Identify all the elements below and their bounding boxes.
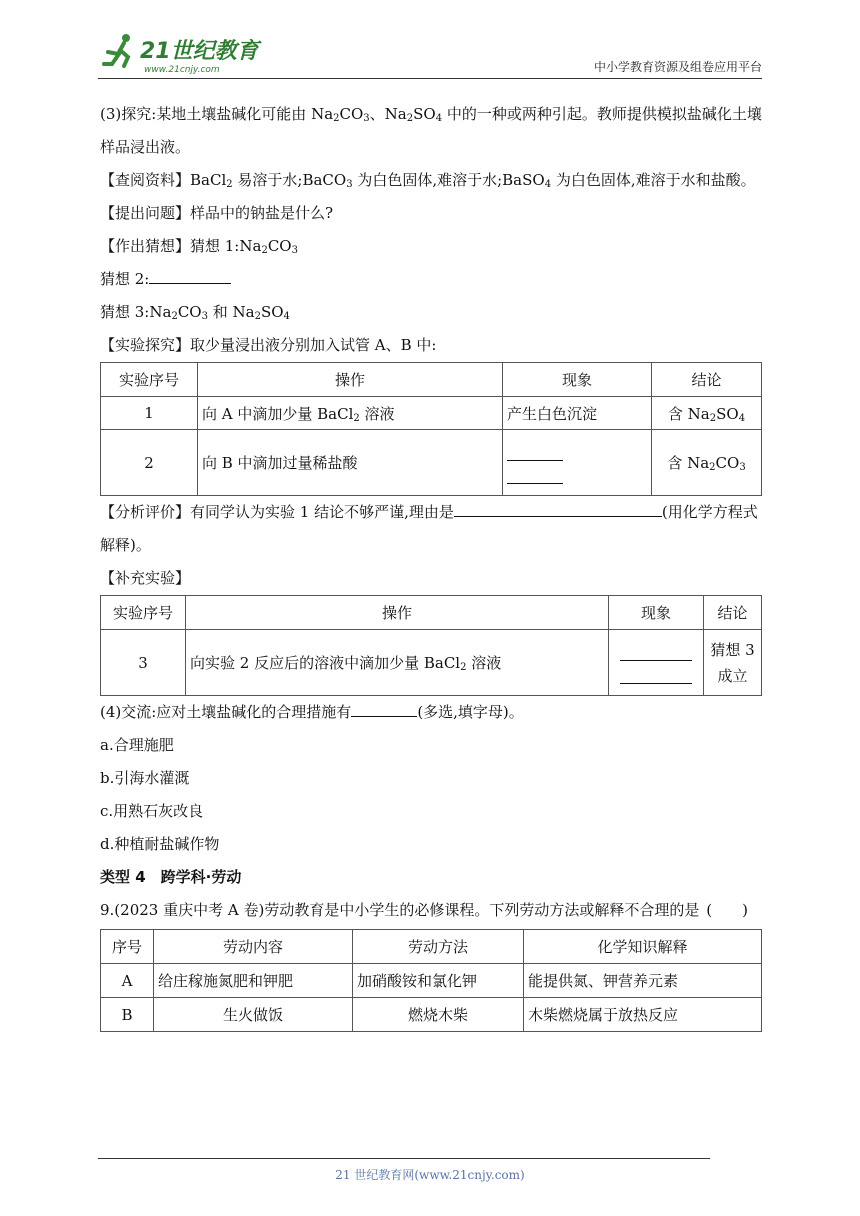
footer-text: 21 世纪教育网(www.21cnjy.com) (335, 1168, 525, 1182)
logo (98, 30, 263, 76)
section-heading: 类型 4 跨学科·劳动 (100, 868, 242, 886)
analysis: 【分析评价】有同学认为实验 1 结论不够严谨,理由是 (用化学方程式解释)。 (100, 503, 758, 554)
page-content (100, 98, 762, 1032)
q9-text: 9.(2023 重庆中考 A 卷)劳动教育是中小学生的必修课程。下列劳动方法或解释不合理的是 ( ) (100, 894, 762, 927)
question: 【提出问题】样品中的钠盐是什么? (100, 204, 334, 222)
answer-paren[interactable]: ( ) (706, 901, 748, 919)
phenomenon-blank-cell[interactable] (503, 430, 652, 496)
labor-table (100, 929, 762, 1032)
phenomenon-blank-cell[interactable] (609, 630, 704, 696)
option-b: b.引海水灌溉 (100, 769, 190, 787)
col-header: 劳动内容 (154, 930, 353, 964)
guess-1: 【作出猜想】猜想 $1:Na_2CO_3$ (100, 237, 298, 256)
col-header: 实验序号 (101, 596, 186, 630)
table-row: A 给庄稼施氮肥和钾肥 加硝酸铵和氯化钾 能提供氮、钾营养元素 (101, 964, 762, 998)
q4-blank[interactable] (351, 702, 417, 717)
page-header (98, 30, 762, 79)
option-c: c.用熟石灰改良 (100, 802, 204, 820)
table-row: 3 向实验 2 反应后的溶液中滴加少量 BaCl$_2$ 溶液 猜想 3 成立 (101, 630, 762, 696)
logo-url: www.21cnjy.com (144, 65, 220, 75)
col-header: 结论 (704, 596, 762, 630)
supplement-table (100, 595, 762, 696)
col-header: 序号 (101, 930, 154, 964)
table-row: B 生火做饭 燃烧木柴 木柴燃烧属于放热反应 (101, 998, 762, 1032)
analysis-blank[interactable] (454, 502, 662, 517)
col-header: 现象 (503, 363, 652, 397)
col-header: 现象 (609, 596, 704, 630)
q4-text: (4)交流:应对土壤盐碱化的合理措施有 (多选,填字母)。 (100, 703, 524, 721)
col-header: 劳动方法 (353, 930, 524, 964)
option-d: d.种植耐盐碱作物 (100, 835, 220, 853)
guess-2-blank[interactable] (149, 269, 231, 284)
col-header: 结论 (652, 363, 762, 397)
col-header: 实验序号 (101, 363, 198, 397)
table-row: 1 向 A 中滴加少量 BaCl$_2$ 溶液 产生白色沉淀 含 $Na_2SO_4$ (101, 397, 762, 430)
runner-icon (104, 34, 130, 66)
option-a: a.合理施肥 (100, 736, 174, 754)
reference-info: 【查阅资料】BaCl$_2$ 易溶于水;BaCO$_3$ 为白色固体,难溶于水;BaSO$_4$ 为白色固体,难溶于水和盐酸。 (100, 171, 756, 190)
footer-divider (98, 1158, 710, 1159)
experiment-table (100, 362, 762, 496)
col-header: 化学知识解释 (524, 930, 762, 964)
col-header: 操作 (198, 363, 503, 397)
experiment-intro: 【实验探究】取少量浸出液分别加入试管 A、B 中: (100, 336, 437, 354)
guess-3: 猜想 $3:Na_2CO_3$ 和 $Na_2SO_4$ (100, 303, 290, 322)
q3-intro: (3)探究:某地土壤盐碱化可能由 $Na_2CO_3$、$Na_2SO_4$ 中的一种或两种引起。教师提供模拟盐碱化土壤样品浸出液。 (100, 105, 762, 156)
supplement-heading: 【补充实验】 (100, 569, 191, 587)
platform-name: 中小学教育资源及组卷应用平台 (593, 60, 762, 74)
table-row: 2 向 B 中滴加过量稀盐酸 含 $Na_2CO_3$ (101, 430, 762, 496)
guess-2: 猜想 2: (100, 263, 762, 296)
logo-text: 21世纪教育 (140, 39, 259, 64)
col-header: 操作 (186, 596, 609, 630)
